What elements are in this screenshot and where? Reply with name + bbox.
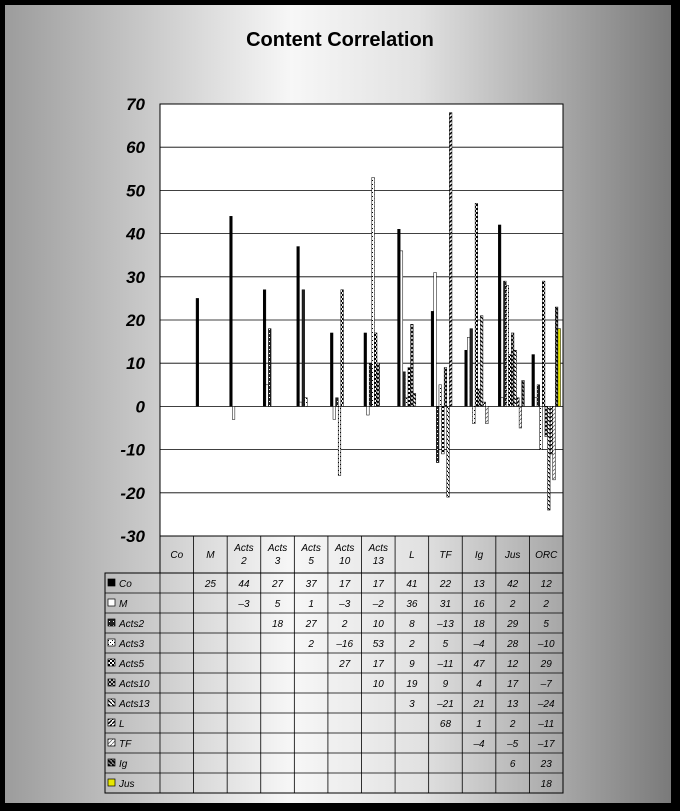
legend-label: Co [119,579,132,590]
bar [522,380,525,406]
table-cell: 42 [507,579,519,590]
table-cell: 25 [204,579,216,590]
table-cell: 18 [271,619,284,630]
table-cell: –4 [473,639,485,650]
bar [514,350,517,406]
table-cell: 10 [372,679,384,690]
table-cell: 17 [372,579,384,590]
bar [302,290,305,407]
legend-key [108,679,115,686]
bar [548,406,551,510]
bar [542,281,545,406]
bar [369,363,372,406]
bar [232,406,235,419]
bar [398,229,401,406]
category-label: M [206,550,215,561]
legend-label: Acts13 [119,699,150,710]
table-cell: 2 [341,619,348,630]
table-cell: 17 [372,659,384,670]
bar [501,398,504,407]
y-tick-label: 50 [126,181,145,201]
table-cell: 18 [540,779,552,790]
table-cell: 3 [409,699,415,710]
table-cell: 31 [439,599,452,610]
table-cell: 9 [442,679,449,690]
legend-label: Jus [119,779,135,790]
bar [374,333,377,406]
table-cell: 28 [507,639,519,650]
table-cell: –24 [537,699,555,710]
table-cell: 8 [409,619,415,630]
table-cell: –7 [540,679,552,690]
legend-key [108,739,115,746]
table-cell: 13 [473,579,485,590]
bar [431,311,434,406]
bar [297,247,300,407]
bar [330,333,333,406]
table-cell: 19 [406,679,418,690]
bar [341,290,344,407]
table-cell: –11 [437,659,454,670]
category-label: Acts 3 [267,543,288,567]
table-cell: 29 [507,619,519,630]
legend-key [108,699,115,706]
table-cell: 29 [540,659,552,670]
legend-key [108,599,115,606]
bar [550,406,553,454]
legend-label: TF [119,739,132,750]
bar [400,251,403,407]
category-label: Acts 2 [234,543,254,567]
bar [555,307,558,406]
bar [408,368,411,407]
bar [403,372,406,407]
table-cell: 5 [543,619,549,630]
table-cell: 1 [476,719,482,730]
table-cell: –5 [507,739,519,750]
bar [439,385,442,407]
category-label: Acts 13 [368,543,389,567]
bar [377,363,380,406]
bar [436,406,439,462]
bar [266,385,269,407]
table-cell: 36 [406,599,418,610]
category-label: Co [170,550,184,561]
legend-label: Acts2 [119,619,145,630]
legend-key [108,579,115,586]
bar [537,385,540,407]
bar [405,398,408,407]
bar [467,337,470,406]
bar [336,398,339,407]
table-cell: 2 [509,599,516,610]
bar [299,402,302,406]
table-cell: –17 [537,739,555,750]
bar [532,355,535,407]
table-cell: 47 [473,659,485,670]
category-label: TF [439,550,452,561]
bar [483,402,486,406]
table-cell: 37 [305,579,317,590]
table-cell: –21 [437,699,454,710]
bar [434,272,437,406]
table-cell: 9 [409,659,415,670]
bar [480,316,483,407]
y-tick-label: 0 [135,397,145,417]
bar [444,368,447,407]
table-cell: 41 [406,579,418,590]
table-cell: 27 [271,579,284,590]
bar [519,406,522,428]
bar [449,113,452,407]
chart-title: Content Correlation [246,29,434,51]
table-cell: 12 [507,659,519,670]
bar [478,389,481,406]
legend-label: Ig [119,759,128,770]
bar [447,406,450,497]
legend-key [108,659,115,666]
category-label: ORC [535,550,558,561]
table-cell: –2 [372,599,384,610]
table-cell: 2 [543,599,549,610]
table-cell: –10 [537,639,555,650]
bar [506,285,509,406]
table-cell: 10 [372,619,384,630]
y-tick-label: -10 [120,440,145,460]
table-cell: –11 [538,719,555,730]
y-tick-label: 10 [126,354,145,374]
bar [442,406,445,454]
legend-label: L [119,719,125,730]
bar [230,216,233,406]
table-cell: 18 [473,619,485,630]
y-tick-label: -30 [120,527,145,546]
table-cell: 12 [540,579,552,590]
bar [517,398,520,407]
category-label: Acts 5 [301,543,321,567]
legend-key [108,719,115,726]
legend-key [108,639,115,646]
bar [558,329,561,407]
y-tick-label: 70 [126,95,145,114]
bar [535,398,538,407]
table-cell: 2 [509,719,516,730]
table-cell: 21 [473,699,485,710]
table-cell: 22 [439,579,452,590]
table-cell: 17 [507,679,519,690]
table-cell: 13 [507,699,519,710]
bar [305,398,308,407]
table-cell: 53 [372,639,384,650]
y-tick-label: 20 [126,311,145,330]
bar [263,290,266,407]
bar [545,406,548,436]
y-tick-label: 60 [126,138,145,158]
bar [413,393,416,406]
table-cell: –16 [336,639,354,650]
table-cell: 5 [442,639,449,650]
legend-key [108,759,115,766]
legend-key [108,619,115,626]
table-cell: 1 [308,599,314,610]
y-tick-label: 30 [126,267,145,287]
table-cell: 23 [540,759,552,770]
bar [553,406,556,479]
table-cell: 27 [305,619,317,630]
table-cell: 2 [308,639,314,650]
bar [498,225,501,406]
y-tick-label: -20 [120,483,145,503]
bar [509,355,512,407]
bar [196,298,199,406]
bar [367,406,370,415]
table-cell: 6 [509,759,516,770]
table-cell: 17 [339,579,351,590]
category-label: Acts 10 [334,543,355,567]
table-cell: –4 [473,739,485,750]
bar [473,406,476,423]
bar [338,406,341,475]
y-tick-label: 40 [126,224,145,244]
legend-label: Acts3 [119,639,145,650]
table-cell: 5 [274,599,281,610]
bar [504,281,507,406]
table-cell: –13 [437,619,454,630]
table-cell: 68 [439,719,452,730]
table-cell: –3 [238,599,250,610]
bar [465,350,468,406]
bar [511,333,514,406]
legend-label: Acts5 [119,659,145,670]
bar [470,329,473,407]
category-label: Jus [504,550,521,561]
legend-key [108,779,115,786]
bar [268,329,271,407]
category-label: Ig [474,550,484,561]
table-cell: –3 [339,599,351,610]
table-cell: 2 [409,639,415,650]
bar [475,203,478,406]
legend-label: Acts10 [119,679,150,690]
legend-label: M [119,599,128,610]
data-table-border [105,573,563,793]
category-label: L [409,550,415,561]
bar [372,177,375,406]
bar [486,406,489,423]
bar [411,324,414,406]
table-cell: 4 [476,679,482,690]
bar [540,406,543,449]
table-cell: 27 [339,659,351,670]
table-cell: 44 [238,579,250,590]
bar [333,406,336,419]
bar [364,333,367,406]
table-cell: 16 [473,599,485,610]
